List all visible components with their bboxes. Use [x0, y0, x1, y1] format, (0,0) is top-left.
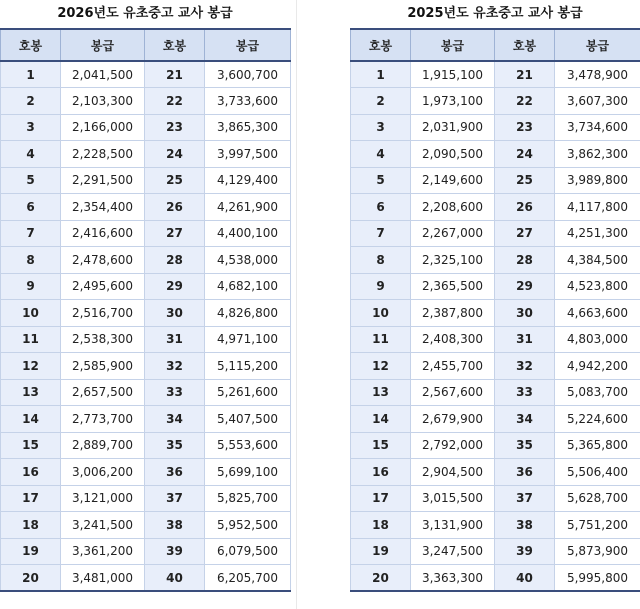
step-cell: 2 [1, 88, 61, 115]
table-row [351, 353, 640, 380]
salary-cell: 4,251,300 [555, 220, 640, 247]
step-cell: 29 [145, 273, 205, 300]
step-cell: 14 [351, 406, 411, 433]
salary-cell: 2,773,700 [61, 406, 145, 433]
step-cell: 27 [145, 220, 205, 247]
table-row [1, 247, 291, 274]
table-body [1, 61, 291, 591]
salary-cell: 2,416,600 [61, 220, 145, 247]
step-cell: 36 [495, 459, 555, 486]
step-cell: 1 [1, 61, 61, 88]
salary-cell: 4,942,200 [555, 353, 640, 380]
step-cell: 7 [351, 220, 411, 247]
salary-cell: 3,481,000 [61, 565, 145, 592]
salary-cell: 1,973,100 [411, 88, 495, 115]
salary-cell: 2,679,900 [411, 406, 495, 433]
table-title: 2025년도 유초중고 교사 봉급 [407, 6, 583, 21]
salary-cell: 3,478,900 [555, 61, 640, 88]
step-cell: 6 [351, 194, 411, 221]
salary-panel-2025 [350, 0, 640, 592]
step-cell: 26 [145, 194, 205, 221]
salary-cell: 2,455,700 [411, 353, 495, 380]
salary-cell: 3,865,300 [205, 114, 291, 141]
salary-cell: 2,387,800 [411, 300, 495, 327]
table-row [351, 194, 640, 221]
step-cell: 39 [495, 538, 555, 565]
salary-cell: 2,208,600 [411, 194, 495, 221]
salary-cell: 2,904,500 [411, 459, 495, 486]
salary-cell: 2,365,500 [411, 273, 495, 300]
step-cell: 16 [1, 459, 61, 486]
salary-cell: 5,115,200 [205, 353, 291, 380]
salary-cell: 5,083,700 [555, 379, 640, 406]
salary-cell: 6,079,500 [205, 538, 291, 565]
step-cell: 14 [1, 406, 61, 433]
step-cell: 17 [1, 485, 61, 512]
step-cell: 18 [1, 512, 61, 539]
table-row [351, 326, 640, 353]
step-cell: 29 [495, 273, 555, 300]
table-row [1, 565, 291, 592]
step-cell: 3 [1, 114, 61, 141]
step-cell: 17 [351, 485, 411, 512]
step-cell: 28 [145, 247, 205, 274]
table-row [1, 273, 291, 300]
salary-cell: 2,538,300 [61, 326, 145, 353]
salary-cell: 5,825,700 [205, 485, 291, 512]
step-cell: 9 [1, 273, 61, 300]
step-cell: 1 [351, 61, 411, 88]
step-cell: 27 [495, 220, 555, 247]
table-row [351, 538, 640, 565]
step-cell: 36 [145, 459, 205, 486]
step-cell: 4 [1, 141, 61, 168]
salary-cell: 2,149,600 [411, 167, 495, 194]
step-cell: 40 [495, 565, 555, 592]
table-row [1, 485, 291, 512]
header-row [1, 29, 291, 61]
step-cell: 11 [1, 326, 61, 353]
salary-cell: 4,538,000 [205, 247, 291, 274]
salary-cell: 4,129,400 [205, 167, 291, 194]
column-header-step: 호봉 [1, 29, 61, 61]
salary-cell: 3,121,000 [61, 485, 145, 512]
table-row [1, 61, 291, 88]
salary-cell: 2,657,500 [61, 379, 145, 406]
salary-cell: 5,365,800 [555, 432, 640, 459]
salary-cell: 3,241,500 [61, 512, 145, 539]
table-row [351, 61, 640, 88]
step-cell: 10 [1, 300, 61, 327]
table-row [351, 379, 640, 406]
step-cell: 24 [495, 141, 555, 168]
step-cell: 37 [145, 485, 205, 512]
salary-cell: 3,997,500 [205, 141, 291, 168]
salary-cell: 4,117,800 [555, 194, 640, 221]
table-row [351, 300, 640, 327]
table-row [351, 141, 640, 168]
salary-cell: 5,261,600 [205, 379, 291, 406]
salary-cell: 2,267,000 [411, 220, 495, 247]
salary-cell: 5,224,600 [555, 406, 640, 433]
step-cell: 32 [495, 353, 555, 380]
salary-table-2026 [0, 28, 291, 592]
salary-cell: 2,408,300 [411, 326, 495, 353]
salary-cell: 2,478,600 [61, 247, 145, 274]
salary-cell: 3,363,300 [411, 565, 495, 592]
header-row [351, 29, 640, 61]
table-row [351, 167, 640, 194]
table-row [1, 512, 291, 539]
step-cell: 25 [145, 167, 205, 194]
salary-cell: 4,400,100 [205, 220, 291, 247]
salary-cell: 2,291,500 [61, 167, 145, 194]
step-cell: 6 [1, 194, 61, 221]
step-cell: 9 [351, 273, 411, 300]
salary-cell: 3,862,300 [555, 141, 640, 168]
step-cell: 8 [1, 247, 61, 274]
salary-cell: 4,803,000 [555, 326, 640, 353]
salary-cell: 5,699,100 [205, 459, 291, 486]
salary-cell: 2,041,500 [61, 61, 145, 88]
salary-cell: 2,228,500 [61, 141, 145, 168]
table-row [1, 353, 291, 380]
step-cell: 22 [145, 88, 205, 115]
table-row [1, 459, 291, 486]
step-cell: 39 [145, 538, 205, 565]
step-cell: 12 [1, 353, 61, 380]
salary-cell: 5,506,400 [555, 459, 640, 486]
salary-cell: 4,971,100 [205, 326, 291, 353]
step-cell: 26 [495, 194, 555, 221]
column-header-salary: 봉급 [205, 29, 291, 61]
column-header-salary: 봉급 [61, 29, 145, 61]
salary-cell: 4,523,800 [555, 273, 640, 300]
step-cell: 23 [145, 114, 205, 141]
salary-cell: 4,826,800 [205, 300, 291, 327]
salary-cell: 5,952,500 [205, 512, 291, 539]
salary-panel-2026 [0, 0, 290, 592]
salary-cell: 3,015,500 [411, 485, 495, 512]
panel-divider [296, 0, 297, 609]
table-row [1, 141, 291, 168]
step-cell: 38 [145, 512, 205, 539]
table-body [351, 61, 640, 591]
salary-cell: 3,600,700 [205, 61, 291, 88]
step-cell: 8 [351, 247, 411, 274]
table-row [1, 538, 291, 565]
step-cell: 34 [495, 406, 555, 433]
salary-cell: 3,247,500 [411, 538, 495, 565]
table-row [351, 273, 640, 300]
step-cell: 34 [145, 406, 205, 433]
salary-table-2025 [350, 28, 640, 592]
table-row [1, 379, 291, 406]
step-cell: 30 [495, 300, 555, 327]
salary-cell: 1,915,100 [411, 61, 495, 88]
step-cell: 13 [351, 379, 411, 406]
salary-cell: 5,873,900 [555, 538, 640, 565]
step-cell: 15 [351, 432, 411, 459]
step-cell: 12 [351, 353, 411, 380]
step-cell: 25 [495, 167, 555, 194]
step-cell: 19 [1, 538, 61, 565]
table-row [351, 220, 640, 247]
step-cell: 19 [351, 538, 411, 565]
salary-cell: 3,006,200 [61, 459, 145, 486]
step-cell: 35 [145, 432, 205, 459]
salary-cell: 4,384,500 [555, 247, 640, 274]
salary-cell: 2,792,000 [411, 432, 495, 459]
salary-cell: 2,103,300 [61, 88, 145, 115]
table-row [1, 432, 291, 459]
step-cell: 5 [1, 167, 61, 194]
salary-cell: 2,495,600 [61, 273, 145, 300]
table-row [351, 459, 640, 486]
table-row [1, 88, 291, 115]
salary-cell: 3,734,600 [555, 114, 640, 141]
salary-cell: 5,995,800 [555, 565, 640, 592]
step-cell: 24 [145, 141, 205, 168]
step-cell: 33 [145, 379, 205, 406]
step-cell: 21 [145, 61, 205, 88]
step-cell: 11 [351, 326, 411, 353]
salary-cell: 2,031,900 [411, 114, 495, 141]
step-cell: 18 [351, 512, 411, 539]
salary-cell: 3,989,800 [555, 167, 640, 194]
step-cell: 7 [1, 220, 61, 247]
step-cell: 20 [1, 565, 61, 592]
step-cell: 21 [495, 61, 555, 88]
table-title: 2026년도 유초중고 교사 봉급 [57, 6, 233, 21]
salary-cell: 3,361,200 [61, 538, 145, 565]
table-row [351, 512, 640, 539]
step-cell: 23 [495, 114, 555, 141]
step-cell: 40 [145, 565, 205, 592]
salary-cell: 5,751,200 [555, 512, 640, 539]
step-cell: 33 [495, 379, 555, 406]
salary-cell: 3,131,900 [411, 512, 495, 539]
table-row [1, 326, 291, 353]
salary-cell: 2,585,900 [61, 353, 145, 380]
step-cell: 3 [351, 114, 411, 141]
table-row [351, 432, 640, 459]
step-cell: 31 [495, 326, 555, 353]
salary-cell: 2,166,000 [61, 114, 145, 141]
table-row [351, 247, 640, 274]
step-cell: 35 [495, 432, 555, 459]
salary-cell: 2,325,100 [411, 247, 495, 274]
salary-cell: 4,663,600 [555, 300, 640, 327]
column-header-salary: 봉급 [555, 29, 640, 61]
salary-cell: 2,567,600 [411, 379, 495, 406]
table-row [1, 114, 291, 141]
step-cell: 16 [351, 459, 411, 486]
table-row [351, 565, 640, 592]
step-cell: 31 [145, 326, 205, 353]
step-cell: 30 [145, 300, 205, 327]
salary-cell: 2,889,700 [61, 432, 145, 459]
salary-cell: 2,354,400 [61, 194, 145, 221]
table-row [1, 194, 291, 221]
step-cell: 28 [495, 247, 555, 274]
step-cell: 38 [495, 512, 555, 539]
salary-cell: 4,682,100 [205, 273, 291, 300]
salary-cell: 3,733,600 [205, 88, 291, 115]
salary-cell: 3,607,300 [555, 88, 640, 115]
salary-cell: 5,628,700 [555, 485, 640, 512]
table-row [1, 167, 291, 194]
step-cell: 5 [351, 167, 411, 194]
step-cell: 20 [351, 565, 411, 592]
table-row [1, 406, 291, 433]
step-cell: 15 [1, 432, 61, 459]
column-header-step: 호봉 [145, 29, 205, 61]
table-row [351, 406, 640, 433]
salary-cell: 5,407,500 [205, 406, 291, 433]
column-header-step: 호봉 [495, 29, 555, 61]
step-cell: 22 [495, 88, 555, 115]
step-cell: 37 [495, 485, 555, 512]
salary-cell: 2,516,700 [61, 300, 145, 327]
table-row [1, 300, 291, 327]
salary-cell: 6,205,700 [205, 565, 291, 592]
step-cell: 10 [351, 300, 411, 327]
step-cell: 13 [1, 379, 61, 406]
salary-cell: 4,261,900 [205, 194, 291, 221]
salary-cell: 2,090,500 [411, 141, 495, 168]
column-header-salary: 봉급 [411, 29, 495, 61]
step-cell: 2 [351, 88, 411, 115]
table-row [1, 220, 291, 247]
salary-cell: 5,553,600 [205, 432, 291, 459]
step-cell: 4 [351, 141, 411, 168]
table-row [351, 114, 640, 141]
step-cell: 32 [145, 353, 205, 380]
table-row [351, 88, 640, 115]
table-row [351, 485, 640, 512]
column-header-step: 호봉 [351, 29, 411, 61]
